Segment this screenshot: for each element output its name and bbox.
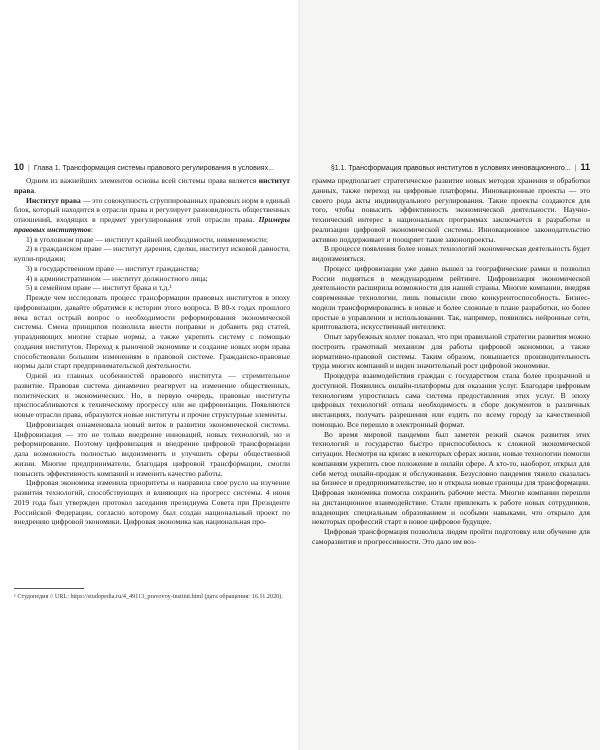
paragraph: Цифровая экономика изменила приоритеты и направила свое русло на изучение развития технологий, способствующих и влияющих на прогресс системы. 4 июня 2019 года был утвержден протокол заседания президиума Совета при Президенте Российской Федерации, согласно которому был создан национальный проект по внедрению цифровой экономики. Цифровая экономика как национальная про- [14,478,290,527]
paragraph: грамма предполагает стратегическое развитие новых методов хранения и обработки данных, также переход на цифровые платформы. Инновационные проекты — это своего рода акты индивидуального регулирования. Такие проекты создаются для того, чтобы повысить эффективность экономической деятельности. Научно-технический интерес в национальных программах заключается в разработке и реализации цифровой экономической системы. Инновационное законодательство активно поддерживает и поощряет такие законопроекты. [312,176,590,244]
footnote-rule [14,588,84,589]
left-body-text [14,176,290,527]
right-running-header [312,160,590,174]
footnote: ¹ Студопедия // URL: https://studopedia.ru/4_49113_pravovoy-institut.html (дата обращения: 16.11.2020). [14,593,283,600]
list-item: 2) в гражданском праве — институт дарения, сделки, институт исковой давности, купли-продажи; [14,244,290,263]
paragraph: Опыт зарубежных коллег показал, что при правильной стратегии развития можно построить грамотный механизм для работы цифровой экономики, а также нормативно-правовой системы. Таким образом, повышается производительность труда многих компаний и виден значительный рост цифровой экономики. [312,332,590,371]
left-running-header [14,160,292,174]
paragraph: Процедура взаимодействия граждан с государством стала более прозрачной и доступной. Появились онлайн-платформы для оказания услуг. Благодаря цифровым технологиям упростилась сама система предоставления этих услуг. В эпоху цифровых технологий отпала необходимость в сборе документов в различных инстанциях, получать разрешения или ездить по всему городу за качественной помощью. Все перешло в электронный формат. [312,371,590,429]
paragraph: Цифровизация ознаменовала новый виток в развитии экономической системы. Цифровизация — это не только внедрение инноваций, новых технологий, но и реформирование. Поэтому цифровизация и внедрение цифровой трансформации дала возможность полностью видоизменить и улучшить сферы общественной жизни. Многие предприниматели, благодаря цифровой трансформации, смогли повысить эффективность компаний и изменить качество работы. [14,419,290,478]
paragraph: В процессе появления более новых технологий экономическая деятельность будет видоизменяться. [312,244,590,263]
header-separator: | [28,165,30,172]
paragraph: Во время мировой пандемии был заметен резкий скачок развития этих технологий и государство быстро приспособилось к сложной экономической ситуации. Несмотря на кризис в некоторых сферах жизни, новые технологии помогли компаниям укрепить свое положение в онлайн сфере. А кто-то, наоборот, открыл для себя метод онлайн-продаж и обслуживания. Безусловно пандемия тяжело сказалась на бизнесе и предпринимательстве, но и открыла новые границы для трансформации. Цифровая экономика помогла сохранить рабочие места. Многие компании перешли на дистанционное взаимодействие. Стали привлекать к работе новых сотрудников, владеющих специальным образованием и особыми навыками, что открыло для некоторых профессий старт в новое цифровое будущее. [312,429,590,527]
right-running-head: §1.1. Трансформация правовых институтов в условиях инновационного... [330,165,571,172]
left-running-head: Глава 1. Трансформация системы правового регулирования в условиях... [33,165,274,172]
right-page [300,0,600,750]
list-item: 4) в административном — институт должностного лица; [26,273,208,283]
list-item: 1) в уголовном праве — институт крайней необходимости, невменяемости; [26,234,268,244]
list-item: 5) в семейном праве — институт брака и т.д.¹ [26,283,172,293]
paragraph: Одним из важнейших элементов основы всей системы права является институт права. [14,176,290,195]
paragraph: Процесс цифровизации уже давно вышел за географические рамки и позволил России подняться в международном рейтинге. Цифровизация экономической деятельности расширила возможности для нашей страны. Многие компании, внедряя современные технологии, лишь повысили свою конкурентоспособность. Бизнес-модели трансформировались в новые и более сложные в плане разработки, но более простые в управлении и использовании. Так, например, появились нейронные сети, криптовалюта, искусственный интеллект. [312,263,590,332]
list-item: 3) в государственном праве — институт гражданства; [26,263,199,273]
footnotes [14,588,290,601]
right-body-text [312,176,590,547]
right-page-number: 11 [580,162,590,172]
left-page-number: 10 [14,162,25,172]
paragraph: Цифровая трансформация позволила людям пройти подготовку или обучение для саморазвития и прогрессивности. Это дало им воз- [312,527,590,546]
paragraph: Прежде чем исследовать процесс трансформации правовых институтов в эпоху цифровизации, давайте обратимся к истории этого вопроса. В 80-х годах прошлого века встал острый вопрос о необходимости реформирования экономической системы. Смена принципов позволила внести поправки и добавить ряд статей, упраздняющих многие старые нормы, а также укрепить систему с помощью создания институтов. Переход к рыночной экономике и создание новых норм права способствовали большим изменениям в правовой системе. Гражданско-правовые нормы дали старт предпринимательской деятельности. [14,293,290,371]
header-separator: | [574,165,577,172]
paragraph: Одной из главных особенностей правового института — стремительное развитие. Правовая система динамично реагирует на изменение общественных, политических и экономических. Но, в первую очередь, правовые институты приспосабливаются к техническому прогрессу или же цифровизации. Появляются новые отрасли права, образуются новые институты и прочие структурные элементы. [14,371,290,419]
paragraph: Институт права — это совокупность сгруппированных правовых норм в единый блок, который находится в отрасли права и регулирует разновидность общественных отношений, входящих в предмет урегулирования этой отрасли права. Примеры правовых институтов: [14,195,290,234]
